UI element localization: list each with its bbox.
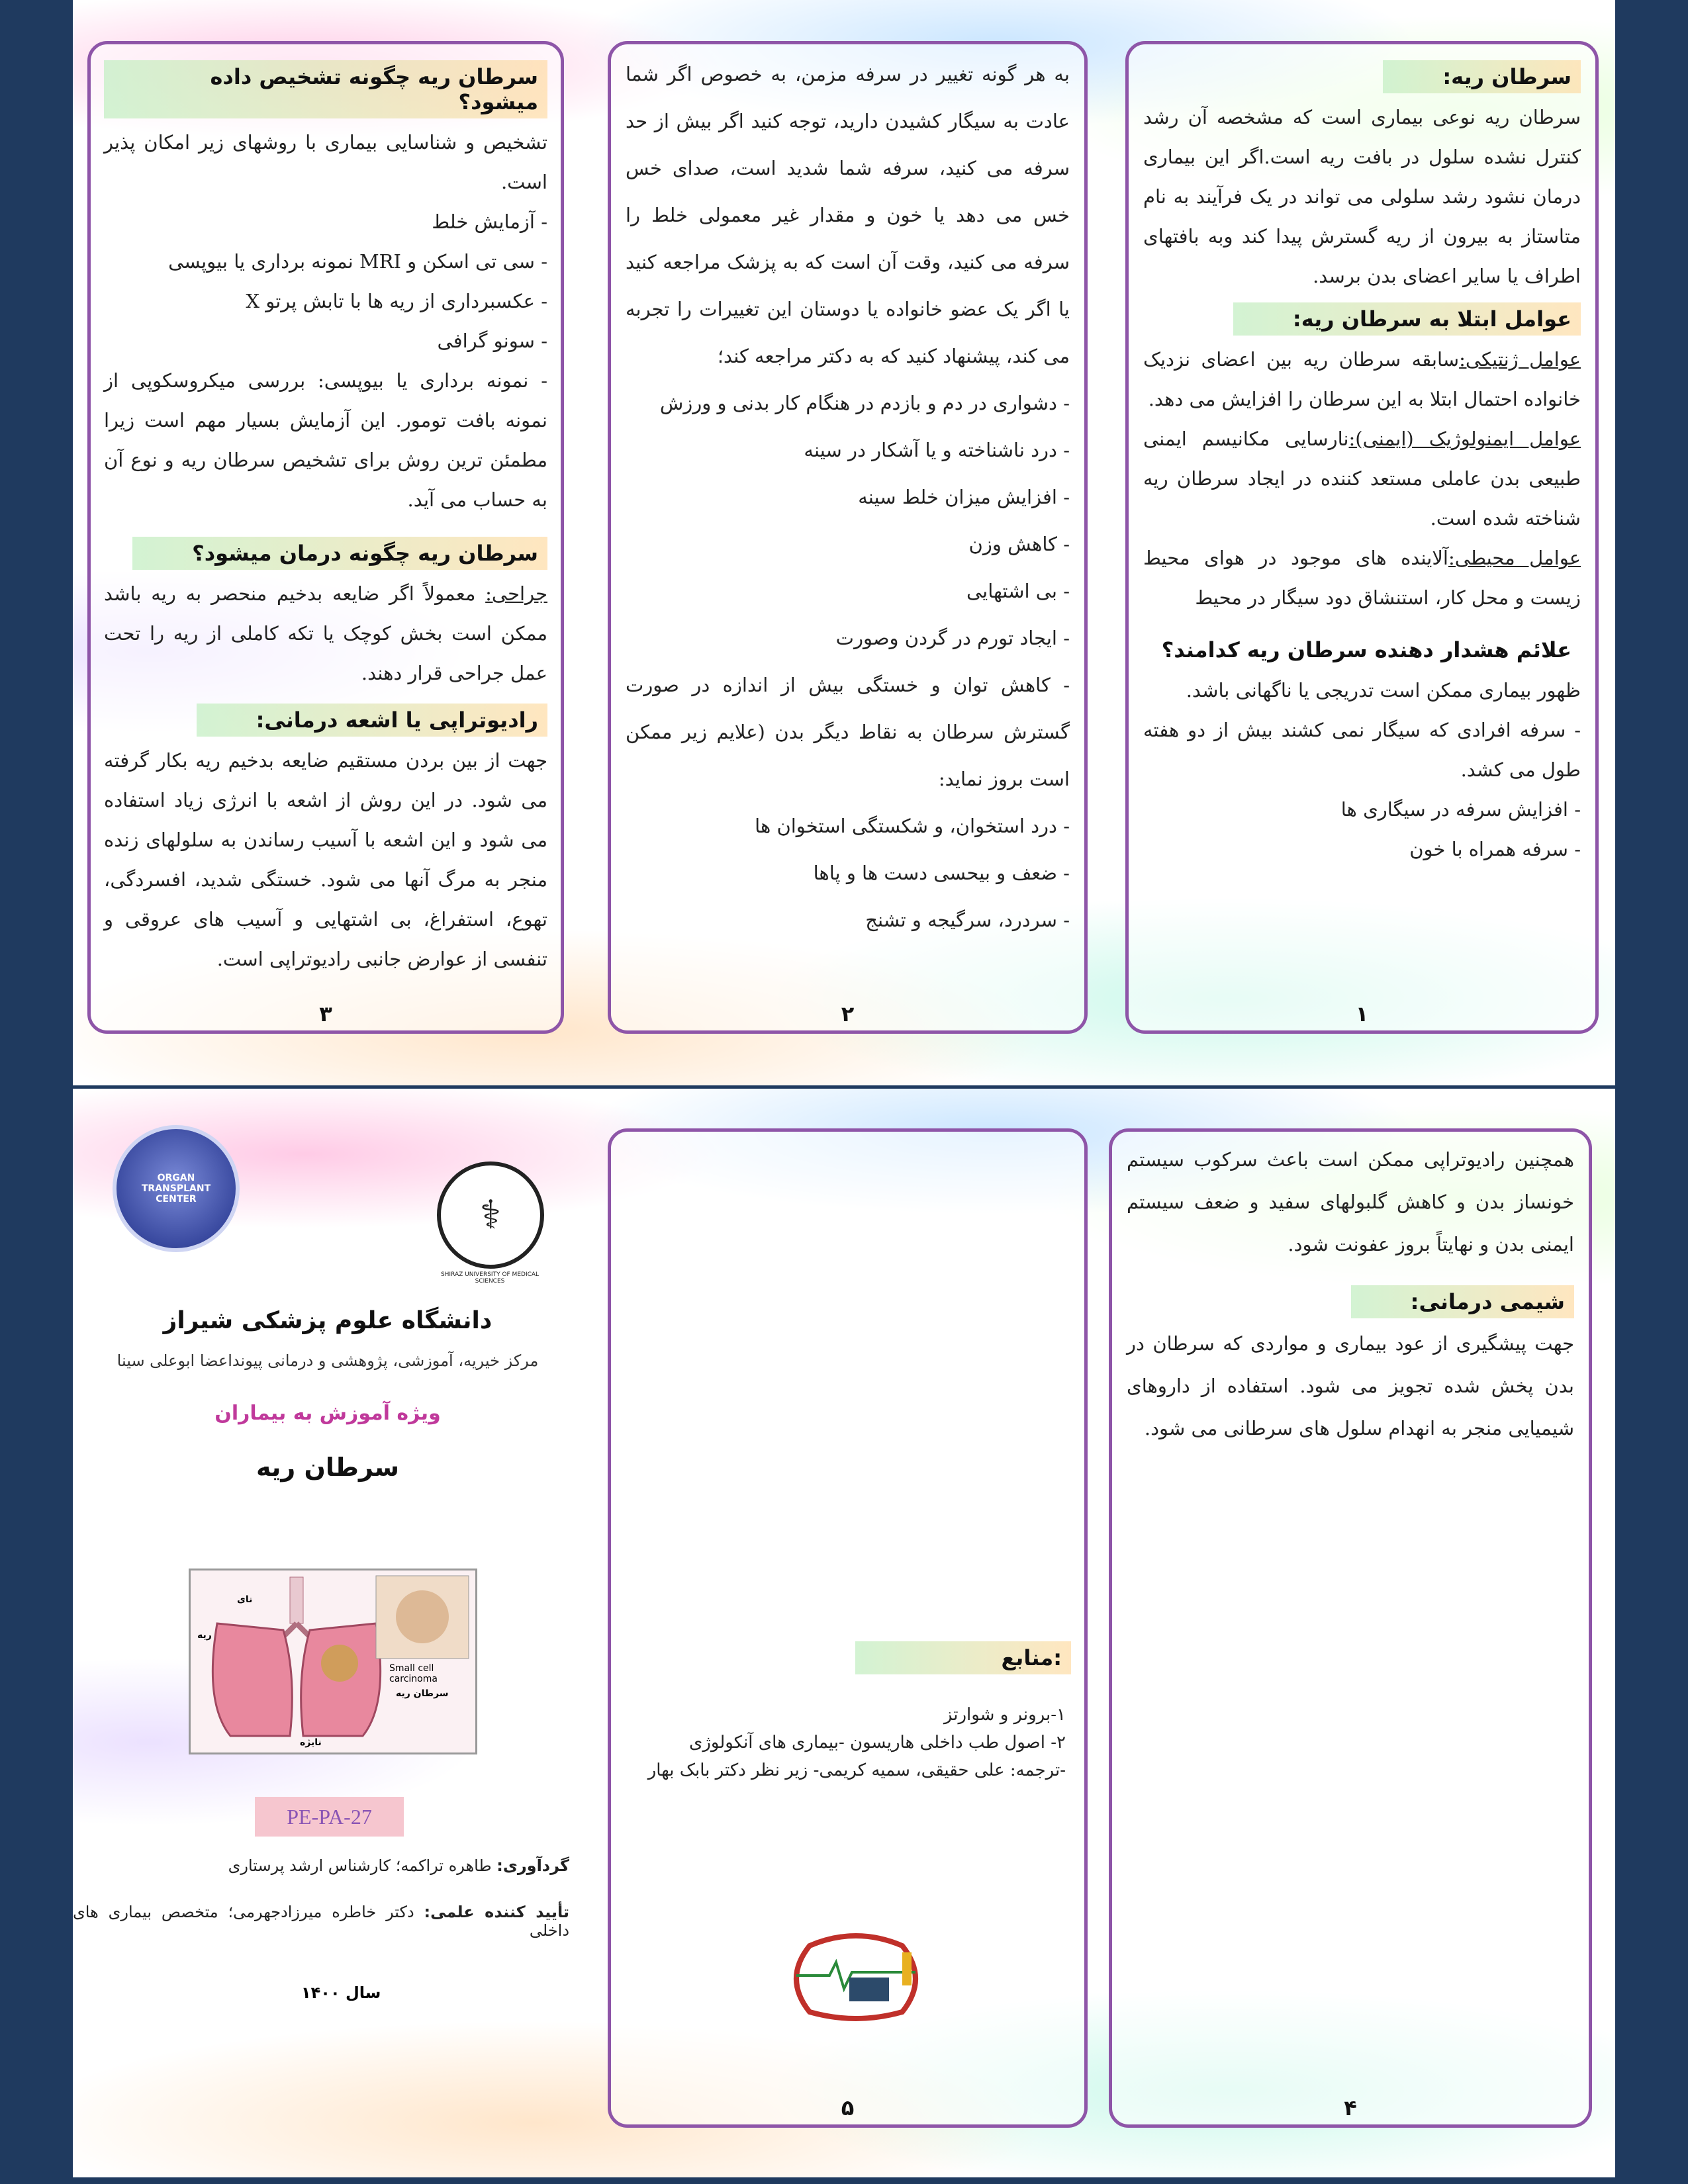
immune-label: عوامل ایمنولوژیک (ایمنی): <box>1348 428 1581 450</box>
symptom-item: - درد استخوان، و شکستگی استخوان ها <box>755 815 1070 837</box>
symptom-item: - افزایش میزان خلط سینه <box>858 486 1070 508</box>
lung-diagram-svg <box>191 1570 475 1752</box>
panel-page-3 <box>87 41 564 1034</box>
panel-page-2 <box>608 41 1088 1034</box>
label-lung: ریه <box>197 1630 212 1641</box>
heading-sources: منابع: <box>855 1641 1071 1674</box>
heading-lung-cancer: سرطان ریه: <box>1383 60 1581 93</box>
label-lung-cancer: سرطان ریه <box>396 1688 449 1699</box>
diagnosis-item: - سی تی اسکن و MRI نمونه برداری یا بیوپسی <box>168 250 547 273</box>
university-name: دانشگاه علوم پزشکی شیراز <box>163 1307 492 1334</box>
environmental-factor: عوامل محیطی:آلاینده های موجود در هوای محیط زیست و محل کار، استنشاق دود سیگار در محیط <box>1143 547 1581 609</box>
source-item: ۲- اصول طب داخلی هاریسون -بیماری های آنکولوژی <box>689 1733 1066 1752</box>
heading-warning-signs: علائم هشدار دهنده سرطان ریه کدامند؟ <box>1161 637 1571 662</box>
surgery-text: جراحی: معمولاً اگر ضایعه بدخیم منحصر به ریه باشد ممکن است بخش کوچک یا تکه کاملی از ریه را تحت عمل جراحی قرار دهند. <box>104 582 547 684</box>
panel-page-1 <box>1125 41 1599 1034</box>
cough-change-text: به هر گونه تغییر در سرفه مزمن، به خصوص اگر شما عادت به سیگار کشیدن دارید، توجه کنید اگر بیش از حد سرفه می کنید، سرفه شما شدید است، صدای خس خس می دهد یا خون و مقدار غیر معمولی خلط را سرفه می کنید، وقت آن است که به پزشک مراجعه کنید یا اگر یک عضو خانواده یا دوستان این تغییرات را تجربه می کند، پیشنهاد کنید که به دکتر مراجعه کند؛ <box>626 63 1070 367</box>
immune-factor: عوامل ایمنولوژیک (ایمنی):نارسایی مکانیسم ایمنی طبیعی بدن عاملی مستعد کننده در ایجاد سرطان ریه شناخته شده است. <box>1143 428 1581 529</box>
heading-diagnosis: سرطان ریه چگونه تشخیص داده میشود؟ <box>104 60 547 118</box>
heading-chemotherapy: شیمی درمانی: <box>1351 1285 1574 1318</box>
center-name: مرکز خیریه، آموزشی، پژوهشی و درمانی پیونداعضا ابوعلی سینا <box>117 1351 539 1370</box>
page-number: ۵ <box>841 2095 855 2120</box>
symptom-item: - کاهش وزن <box>968 533 1070 555</box>
health-unit-logo <box>770 1926 942 2025</box>
brochure-outside <box>73 1089 1615 2177</box>
page-number: ۲ <box>841 1001 855 1026</box>
logo-text: ORGAN TRANSPLANT CENTER <box>141 1173 211 1205</box>
year: سال ۱۴۰۰ <box>301 1983 381 2002</box>
sign-item: - افزایش سرفه در سیگاری ها <box>1340 798 1581 821</box>
environmental-label: عوامل محیطی: <box>1448 547 1581 569</box>
radiotherapy-continued: همچنین رادیوتراپی ممکن است باعث سرکوب سیستم خونساز بدن و کاهش گلبولهای سفید و ضعف سیستم ایمنی بدن و نهایتاً بروز عفونت شود. <box>1127 1148 1574 1255</box>
diagnosis-intro: تشخیص و شناسایی بیماری با روشهای زیر امکان پذیر است. <box>104 131 547 193</box>
genetic-label: عوامل ژنتیکی: <box>1459 348 1581 371</box>
brochure-inside <box>73 0 1615 1085</box>
university-logo: ⚕ SHIRAZ UNIVERSITY OF MEDICAL SCIENCES <box>437 1161 544 1285</box>
sign-item: - سرفه افرادی که سیگار نمی کشند بیش از دو هفته طول می کشد. <box>1143 719 1581 781</box>
transplant-center-logo <box>113 1125 240 1252</box>
panel-page-5 <box>608 1128 1088 2128</box>
genetic-factor: عوامل ژنتیکی:سابقه سرطان ریه بین اعضای نزدیک خانواده احتمال ابتلا به این سرطان را افزایش می دهد. <box>1143 348 1581 410</box>
symptom-item: - ایجاد تورم در گردن وصورت <box>835 627 1070 649</box>
page-number: ۴ <box>1344 2095 1357 2120</box>
diagnosis-item: - آزمایش خلط <box>432 210 547 233</box>
biopsy-text: - نمونه برداری یا بیوپسی: بررسی میکروسکوپی از نمونه بافت تومور. این آزمایش بسیار مهم است زیرا مطمئن ترین روش برای تشخیص سرطان ریه و نوع آن به حساب می آید. <box>104 369 547 511</box>
source-item: -ترجمه: علی حقیقی، سمیه کریمی- زیر نظر دکتر بابک بهار <box>647 1760 1066 1780</box>
definition-text: سرطان ریه نوعی بیماری است که مشخصه آن رشد کنترل نشده سلول در بافت ریه است.اگر این بیماری درمان نشود رشد سلولی می تواند در یک فرآیند به نام متاستاز به بیرون از ریه گسترش پیدا کند وبه بافتهای اطراف یا سایر اعضای بدن برسد. <box>1143 106 1581 287</box>
signs-intro: ظهور بیماری ممکن است تدریجی یا ناگهانی باشد. <box>1186 679 1581 702</box>
radiotherapy-text: جهت از بین بردن مستقیم ضایعه بدخیم ریه بکار گرفته می شود. در این روش از اشعه با انرژی زیاد استفاده می شود و این اشعه با آسیب رساندن به سلولهای زنده منجر به مرگ آنها می شود. خستگی شدید، افسردگی، تهوع، استفراغ، بی اشتهایی و آسیب های عروقی و تنفسی از عوارض جانبی رادیوتراپی است. <box>104 749 547 970</box>
heading-risk-factors: عوامل ابتلا به سرطان ریه: <box>1233 302 1581 336</box>
symptom-item: - دشواری در دم و بازدم در هنگام کار بدنی و ورزش <box>659 392 1070 414</box>
lung-illustration <box>189 1569 477 1754</box>
sign-item: - سرفه همراه با خون <box>1409 838 1581 860</box>
chemotherapy-text: جهت پیشگیری از عود بیماری و مواردی که سرطان در بدن پخش شده تجویز می شود. استفاده از داروهای شیمیایی منجر به انهدام سلول های سرطانی می شود. <box>1127 1332 1574 1439</box>
symptom-item: - ضعف و بیحسی دست ها و پاها <box>813 862 1070 884</box>
source-item: ۱-برونر و شوارتز <box>943 1705 1066 1725</box>
page-number: ۳ <box>319 1001 332 1026</box>
compiler-line: گردآوری: طاهره تراکمه؛ کارشناس ارشد پرستاری <box>228 1856 569 1875</box>
brochure-title: سرطان ریه <box>256 1453 399 1482</box>
surgery-label: جراحی: <box>485 582 547 605</box>
symptom-item: - درد ناشناخته و یا آشکار در سینه <box>804 439 1070 461</box>
cover-panel <box>73 1089 583 2177</box>
label-bronchus: نایژه <box>300 1737 322 1748</box>
label-small-cell: Small cell carcinoma <box>389 1663 438 1684</box>
diagnosis-item: - سونو گرافی <box>437 330 547 352</box>
patient-education-label: ویژه آموزش به بیماران <box>214 1402 441 1425</box>
spread-text: - کاهش توان و خستگی بیش از اندازه در صورت گسترش سرطان به نقاط دیگر بدن (علایم زیر ممکن است بروز نماید: <box>626 674 1070 790</box>
symptom-item: - بی اشتهایی <box>966 580 1070 602</box>
diagnosis-item: - عکسبرداری از ریه ها با تابش پرتو X <box>246 290 547 312</box>
label-trachea: نای <box>237 1594 253 1605</box>
document-code: PE-PA-27 <box>255 1797 404 1837</box>
heading-radiotherapy: رادیوتراپی یا اشعه درمانی: <box>197 704 547 737</box>
heading-treatment: سرطان ریه چگونه درمان میشود؟ <box>132 537 547 570</box>
page-number: ۱ <box>1355 1001 1369 1026</box>
panel-page-4 <box>1109 1128 1592 2128</box>
symptom-item: - سردرد، سرگیجه و تشنج <box>865 909 1070 931</box>
approver-line: تأیید کننده علمی: دکتر خاطره میرزادجهرمی؛ متخصص بیماری های داخلی <box>73 1903 569 1940</box>
